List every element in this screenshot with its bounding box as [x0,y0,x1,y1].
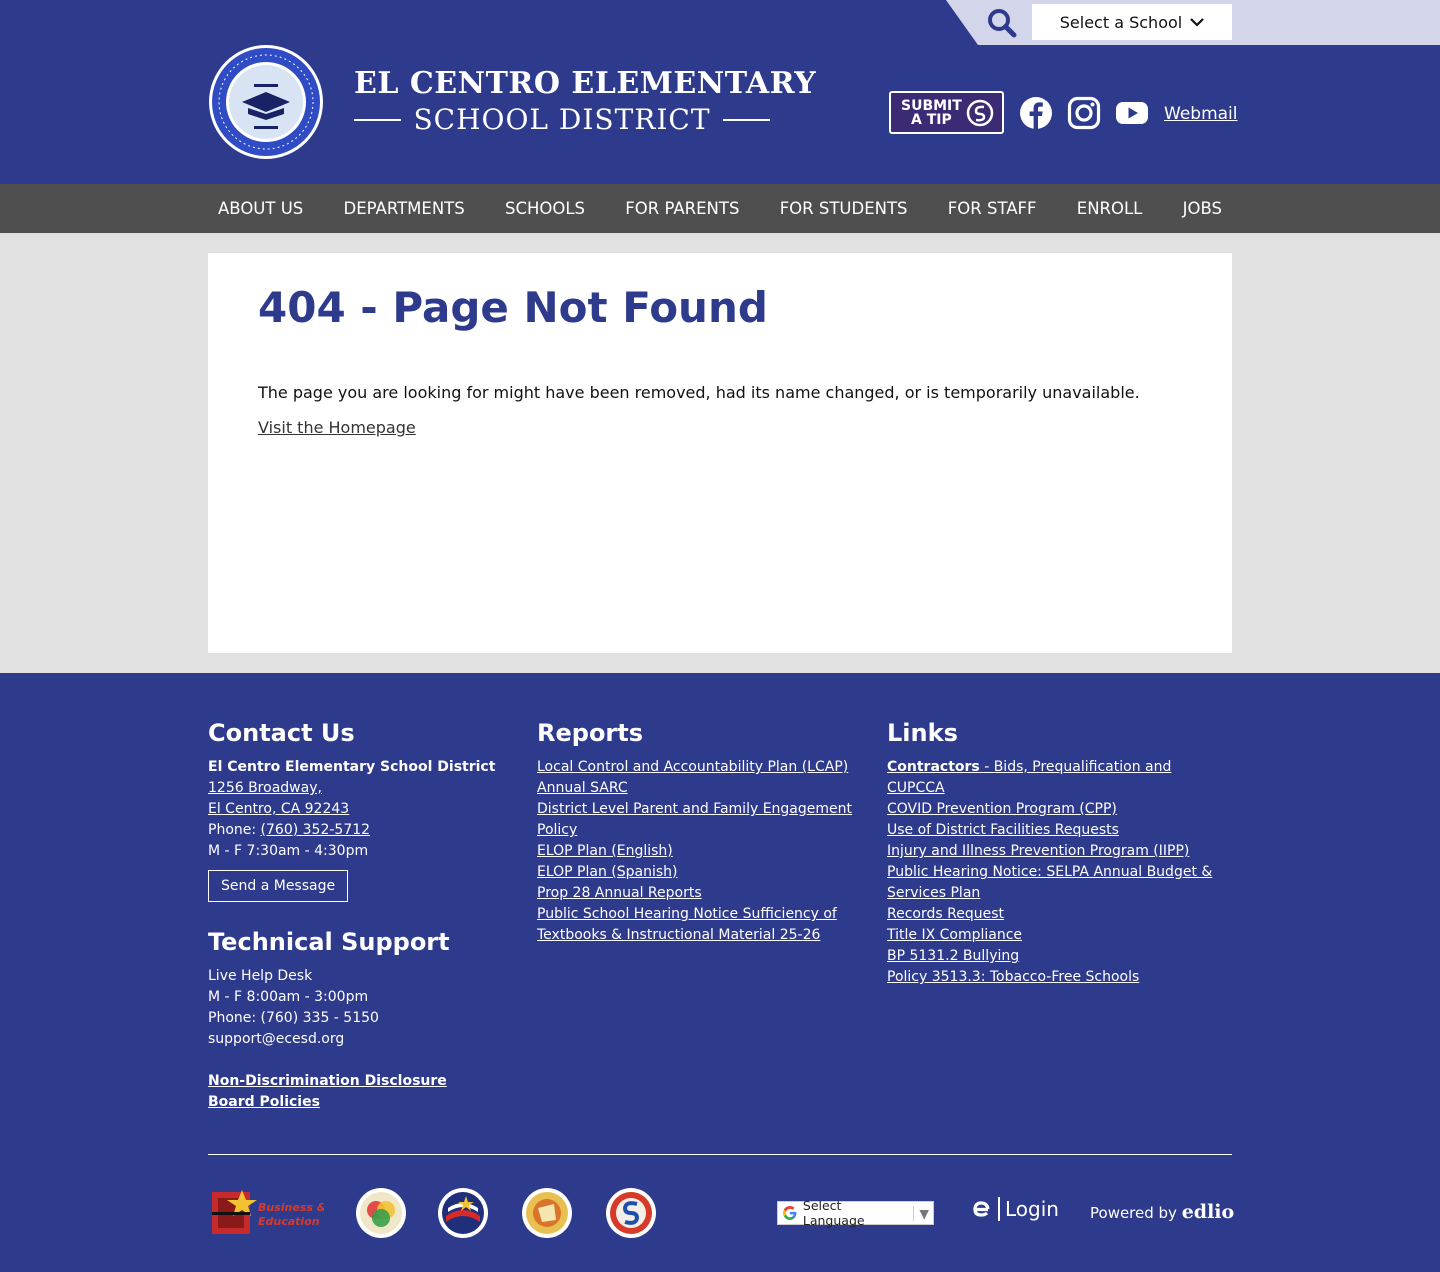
tech-line2: M - F 8:00am - 3:00pm [208,989,369,1005]
school-select-label: Select a School [1059,12,1183,32]
nav-item-schools[interactable]: SCHOOLS [504,199,586,218]
contact-org: El Centro Elementary School District [208,759,496,775]
badge1-line1: Business & [258,1201,324,1214]
school-award-badge-4[interactable] [604,1186,658,1240]
report-link-elop-spanish[interactable]: ELOP Plan (Spanish) [537,864,678,880]
tip-line1: SUBMIT [901,97,962,114]
tech-support-title: Technical Support [208,928,450,956]
footer-divider [208,1154,1232,1155]
school-award-badge-1[interactable] [354,1186,408,1240]
non-discrimination-link[interactable]: Non-Discrimination Disclosure [208,1073,447,1089]
chevron-down-icon [1190,17,1204,27]
facebook-icon[interactable] [1019,96,1053,130]
district-name[interactable] [354,66,817,136]
report-link-hearing-cont[interactable]: Textbooks & Instructional Material 25-26 [537,927,821,943]
report-link-lcap[interactable]: Local Control and Accountability Plan (LCAP) [537,759,849,775]
powered-by-label: Powered by [1090,1204,1182,1222]
nav-item-about-us[interactable]: ABOUT US [218,199,304,218]
contractors-bold: Contractors [887,759,980,775]
footer-links-column [887,719,1212,988]
contractors-rest: - Bids, Prequalification and [979,759,1172,775]
school-select[interactable] [1032,4,1232,40]
district-name-line2-row [354,103,770,136]
contact-address-line1[interactable]: 1256 Broadway, [208,780,322,796]
link-facilities[interactable]: Use of District Facilities Requests [887,822,1119,838]
district-name-line1: EL CENTRO ELEMENTARY [354,66,817,101]
board-policies-link[interactable]: Board Policies [208,1094,320,1110]
site-header [0,0,1440,184]
business-education-badge[interactable] [210,1186,324,1240]
edlio-e-icon [970,1198,992,1220]
tech-line3: Phone: (760) 335 - 5150 [208,1010,379,1026]
nav-item-jobs[interactable]: JOBS [1182,199,1222,218]
link-covid[interactable]: COVID Prevention Program (CPP) [887,801,1117,817]
webmail-link[interactable]: Webmail [1164,104,1238,124]
nav-item-for-parents[interactable]: FOR PARENTS [625,199,740,218]
contact-address-line2[interactable]: El Centro, CA 92243 [208,801,350,817]
powered-by-edlio[interactable] [1090,1201,1234,1223]
report-link-prop28[interactable]: Prop 28 Annual Reports [537,885,702,901]
report-link-engagement-cont[interactable]: Policy [537,822,578,838]
title-dash-right [723,119,770,121]
link-selpa[interactable]: Public Hearing Notice: SELPA Annual Budget & [887,864,1213,880]
send-message-button[interactable]: Send a Message [208,870,348,902]
report-link-engagement[interactable]: District Level Parent and Family Engagement [537,801,852,817]
submit-a-tip-button[interactable] [889,91,1004,134]
site-footer [0,673,1440,1272]
tech-line4: support@ecesd.org [208,1031,345,1047]
district-seal-logo[interactable] [208,44,324,160]
google-icon [782,1205,798,1221]
nav-item-for-students[interactable]: FOR STUDENTS [779,199,908,218]
contractors-link[interactable] [887,759,1171,775]
footer-contact-column [208,719,495,1113]
link-iipp[interactable]: Injury and Illness Prevention Program (IIPP) [887,843,1190,859]
nav-item-departments[interactable]: DEPARTMENTS [343,199,465,218]
content-card [208,253,1232,653]
report-link-hearing[interactable]: Public School Hearing Notice Sufficiency of [537,906,837,922]
link-selpa-cont[interactable]: Services Plan [887,885,981,901]
school-award-badge-2[interactable] [436,1186,490,1240]
main-nav [0,184,1440,233]
badge1-line2: Education [258,1215,320,1228]
login-label: Login [998,1197,1059,1221]
tip-line2: A TIP [911,111,952,128]
page-title: 404 - Page Not Found [258,283,768,332]
spacer [208,1050,495,1071]
reports-title: Reports [537,719,644,747]
speakup-icon [966,98,994,128]
nav-item-enroll[interactable]: ENROLL [1076,199,1143,218]
link-title-ix[interactable]: Title IX Compliance [887,927,1023,943]
district-name-line2: SCHOOL DISTRICT [413,103,711,136]
search-icon[interactable] [986,4,1018,40]
report-link-elop-english[interactable]: ELOP Plan (English) [537,843,673,859]
visit-homepage-link[interactable]: Visit the Homepage [258,418,416,437]
links-title: Links [887,719,958,747]
link-records[interactable]: Records Request [887,906,1004,922]
submit-a-tip-label [901,99,962,127]
link-bullying[interactable]: BP 5131.2 Bullying [887,948,1020,964]
login-link[interactable] [970,1197,1059,1221]
nav-item-for-staff[interactable]: FOR STAFF [947,199,1037,218]
language-select[interactable] [777,1198,934,1228]
contact-hours: M - F 7:30am - 4:30pm [208,843,369,859]
contact-title: Contact Us [208,719,355,747]
language-select-arrow-icon: ▼ [913,1206,929,1221]
school-award-badge-3[interactable] [520,1186,574,1240]
edlio-wordmark: edlio [1181,1201,1235,1223]
link-cupcca[interactable]: CUPCCA [887,780,945,796]
footer-reports-column [537,719,852,946]
language-select-label: Select Language [802,1198,865,1228]
contact-phone-label: Phone: [208,822,261,838]
main-nav-items [208,184,1232,233]
title-dash-left [354,119,401,121]
error-message: The page you are looking for might have been removed, had its name changed, or is temporarily unavailable. [258,383,1140,402]
report-link-sarc[interactable]: Annual SARC [537,780,628,796]
link-tobacco[interactable]: Policy 3513.3: Tobacco-Free Schools [887,969,1140,985]
contact-phone-link[interactable]: (760) 352-5712 [260,822,371,838]
youtube-icon[interactable] [1115,96,1149,130]
instagram-icon[interactable] [1067,96,1101,130]
tech-line1: Live Help Desk [208,968,313,984]
